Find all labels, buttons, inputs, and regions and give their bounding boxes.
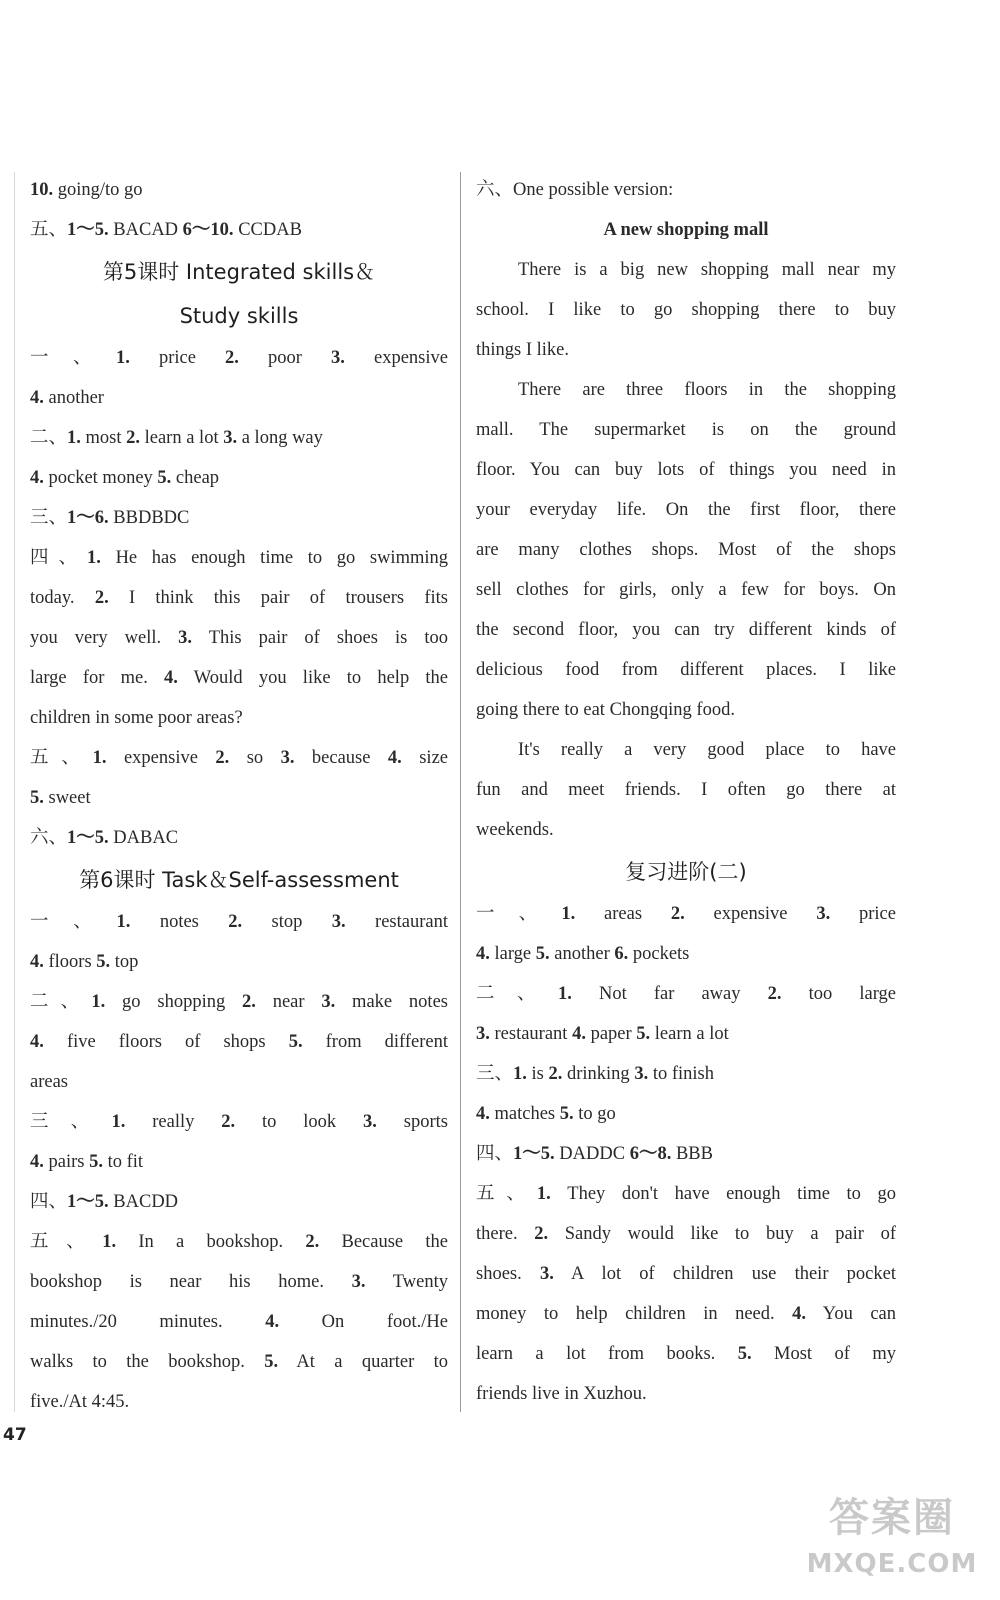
- question-number: 1.: [561, 904, 576, 924]
- watermark-logo: [802, 1488, 982, 1593]
- answer-text: BACAD: [108, 220, 183, 240]
- answer-text: bookshop is near his home.: [30, 1272, 352, 1292]
- question-number: 3.: [331, 348, 345, 368]
- answer-text: 一、: [30, 912, 117, 932]
- question-number: 4.: [30, 388, 44, 408]
- answer-line: [476, 974, 896, 1014]
- answer-text: Would you like to help the: [177, 668, 448, 688]
- question-number: 1～6.: [67, 508, 109, 528]
- answer-text: you very well.: [30, 628, 179, 648]
- answer-text: price: [129, 348, 226, 368]
- answer-line: [30, 1302, 448, 1342]
- question-number: 4.: [30, 468, 44, 488]
- answer-text: 三、: [30, 508, 68, 528]
- answer-line: [30, 1062, 448, 1102]
- answer-text: Most of my: [751, 1344, 896, 1364]
- answer-text: 三、: [476, 1064, 514, 1084]
- answer-line: [476, 1094, 896, 1134]
- answer-text: is: [526, 1064, 549, 1084]
- question-number: 3.: [634, 1064, 649, 1084]
- answer-text: restaurant: [345, 912, 448, 932]
- watermark-logo-text: 答案圈: [829, 1495, 955, 1541]
- answer-text: make notes: [335, 992, 448, 1012]
- answer-text: Sandy would like to buy a pair of: [548, 1224, 896, 1244]
- answer-text: from different: [302, 1032, 448, 1052]
- section-heading: [30, 250, 448, 338]
- answer-text: A new shopping mall: [603, 220, 769, 240]
- answer-text: There is a big new shopping mall near my: [518, 260, 896, 280]
- answer-line: [476, 450, 896, 490]
- answer-line: [30, 1342, 448, 1382]
- answer-text: five floors of shops: [43, 1032, 289, 1052]
- answer-text: mall. The supermarket is on the ground: [476, 420, 896, 440]
- question-number: 6～8.: [629, 1144, 672, 1164]
- question-number: 1.: [111, 1112, 126, 1132]
- page-number: 47: [3, 1425, 27, 1445]
- question-number: 4.: [30, 952, 44, 972]
- answer-text: learn a lot: [650, 1024, 729, 1044]
- question-number: 4.: [387, 748, 402, 768]
- answer-text: sweet: [43, 788, 91, 808]
- section-heading: [476, 850, 896, 894]
- answer-line: [30, 418, 448, 458]
- question-number: 4.: [265, 1312, 280, 1332]
- answer-text: to look: [235, 1112, 364, 1132]
- question-number: 1.: [91, 992, 106, 1012]
- answer-line: [30, 618, 448, 658]
- question-number: 2.: [305, 1232, 320, 1252]
- answer-line: [476, 330, 896, 370]
- answer-text: sell clothes for girls, only a few for boys. On: [476, 580, 896, 600]
- answer-text: stop: [242, 912, 332, 932]
- answer-text: This pair of shoes is too: [192, 628, 448, 648]
- answer-text: 六、: [30, 828, 68, 848]
- question-number: 4.: [792, 1304, 806, 1324]
- answer-text: BBDBDC: [108, 508, 190, 528]
- answer-line: [30, 1142, 448, 1182]
- question-number: 4.: [30, 1032, 44, 1052]
- question-number: 1.: [92, 748, 107, 768]
- answer-text: money to help children in need.: [476, 1304, 793, 1324]
- question-number: 3.: [363, 1112, 377, 1132]
- answer-text: 五、: [476, 1184, 537, 1204]
- answer-line: [476, 570, 896, 610]
- answer-text: 四、: [30, 548, 88, 568]
- answer-line: [30, 982, 448, 1022]
- answer-line: [476, 1294, 896, 1334]
- answer-text: 五、: [30, 748, 93, 768]
- question-number: 1.: [67, 428, 81, 448]
- question-number: 2.: [228, 912, 243, 932]
- question-number: 3.: [178, 628, 193, 648]
- watermark-url: MXQE.COM: [806, 1549, 978, 1579]
- answer-text: Twenty: [365, 1272, 448, 1292]
- question-number: 2.: [548, 1064, 563, 1084]
- question-number: 1.: [87, 548, 101, 568]
- answer-text: children in some poor areas?: [30, 708, 243, 728]
- answer-text: It's really a very good place to have: [518, 740, 896, 760]
- answer-text: are many clothes shops. Most of the shops: [476, 540, 896, 560]
- answer-text: learn a lot from books.: [476, 1344, 738, 1364]
- answer-line: [30, 538, 448, 578]
- answer-line: [476, 490, 896, 530]
- answer-line: [476, 1374, 896, 1414]
- question-number: 1.: [536, 1184, 551, 1204]
- answer-text: cheap: [171, 468, 220, 488]
- answer-line: [476, 410, 896, 450]
- answer-text: You can: [806, 1304, 896, 1324]
- answer-text: 一、: [30, 348, 116, 368]
- answer-text: go shopping: [105, 992, 243, 1012]
- question-number: 2.: [221, 1112, 236, 1132]
- right-column: [476, 170, 896, 1414]
- answer-text: expensive: [106, 748, 216, 768]
- answer-line: [30, 1182, 448, 1222]
- answer-text: large: [489, 944, 536, 964]
- answer-text: delicious food from different places. I like: [476, 660, 896, 680]
- answer-line: [476, 1214, 896, 1254]
- answer-text: Because the: [319, 1232, 448, 1252]
- question-number: 4.: [164, 668, 178, 688]
- answer-text: learn a lot: [140, 428, 224, 448]
- answer-text: pockets: [628, 944, 690, 964]
- answer-text: 六、One possible version:: [476, 180, 674, 200]
- answer-text: school. I like to go shopping there to buy: [476, 300, 896, 320]
- answer-text: 四、: [30, 1192, 68, 1212]
- answer-text: near: [255, 992, 322, 1012]
- answer-text: there.: [476, 1224, 535, 1244]
- answer-line: [476, 690, 896, 730]
- question-number: 5.: [636, 1024, 651, 1044]
- answer-text: pairs: [43, 1152, 90, 1172]
- answer-text: walks to the bookshop.: [30, 1352, 265, 1372]
- question-number: 3.: [816, 904, 831, 924]
- question-number: 3.: [321, 992, 336, 1012]
- question-number: 1～5.: [67, 220, 109, 240]
- section-heading-line: 第6课时 Task＆Self-assessment: [79, 868, 399, 892]
- question-number: 1.: [557, 984, 572, 1004]
- answer-text: another: [43, 388, 104, 408]
- answer-line: [476, 1174, 896, 1214]
- question-number: 2.: [242, 992, 256, 1012]
- margin-line: [14, 172, 15, 1412]
- answer-text: minutes./20 minutes.: [30, 1312, 266, 1332]
- answer-line: [30, 778, 448, 818]
- question-number: 2.: [215, 748, 230, 768]
- answer-line: [476, 894, 896, 934]
- answer-text: paper: [585, 1024, 637, 1044]
- passage-title: [476, 210, 896, 250]
- answer-text: a long way: [237, 428, 323, 448]
- section-heading-line: 复习进阶(二): [625, 860, 747, 884]
- answer-text: CCDAB: [233, 220, 302, 240]
- question-number: 5.: [96, 952, 111, 972]
- question-number: 3.: [351, 1272, 366, 1292]
- answer-text: to finish: [648, 1064, 714, 1084]
- answer-text: BBB: [671, 1144, 713, 1164]
- answer-text: friends live in Xuzhou.: [476, 1384, 647, 1404]
- answer-text: things I like.: [476, 340, 570, 360]
- answer-line: [476, 934, 896, 974]
- answer-text: pocket money: [43, 468, 158, 488]
- answer-line: [30, 942, 448, 982]
- question-number: 2.: [534, 1224, 549, 1244]
- answer-text: 四、: [476, 1144, 514, 1164]
- answer-line: [476, 730, 896, 770]
- answer-text: poor: [238, 348, 332, 368]
- section-heading-line: 第5课时 Integrated skills＆: [102, 260, 376, 284]
- answer-text: too large: [781, 984, 896, 1004]
- question-number: 3.: [280, 748, 295, 768]
- answer-line: [30, 498, 448, 538]
- question-number: 4.: [476, 944, 490, 964]
- question-number: 4.: [30, 1152, 44, 1172]
- answer-text: drinking: [562, 1064, 635, 1084]
- question-number: 1～5.: [513, 1144, 555, 1164]
- answer-line: [30, 1022, 448, 1062]
- answer-text: 二、: [476, 984, 558, 1004]
- answer-line: [476, 250, 896, 290]
- answer-text: 三、: [30, 1112, 112, 1132]
- answer-text: I think this pair of trousers fits: [108, 588, 448, 608]
- answer-text: 一、: [476, 904, 562, 924]
- answer-text: restaurant: [489, 1024, 573, 1044]
- question-number: 2.: [126, 428, 140, 448]
- answer-line: [30, 902, 448, 942]
- answer-text: Not far away: [571, 984, 768, 1004]
- question-number: 5.: [89, 1152, 103, 1172]
- answer-line: [476, 770, 896, 810]
- answer-text: so: [229, 748, 281, 768]
- answer-line: [30, 1102, 448, 1142]
- question-number: 4.: [476, 1104, 490, 1124]
- answer-text: DABAC: [108, 828, 179, 848]
- question-number: 1.: [513, 1064, 527, 1084]
- answer-text: because: [294, 748, 388, 768]
- section-heading: [30, 858, 448, 902]
- answer-line: [476, 370, 896, 410]
- question-number: 2.: [94, 588, 109, 608]
- answer-text: A lot of children use their pocket: [553, 1264, 896, 1284]
- answer-text: BACDD: [108, 1192, 179, 1212]
- question-number: 2.: [767, 984, 782, 1004]
- answer-line: [30, 210, 448, 250]
- answer-text: another: [549, 944, 615, 964]
- question-number: 10.: [30, 180, 54, 200]
- answer-line: [476, 1134, 896, 1174]
- question-number: 5.: [30, 788, 44, 808]
- answer-text: top: [110, 952, 139, 972]
- answer-text: price: [830, 904, 896, 924]
- column-divider: [460, 172, 461, 1412]
- left-column: [30, 170, 448, 1422]
- answer-text: DADDC: [554, 1144, 630, 1164]
- answer-line: [30, 738, 448, 778]
- question-number: 5.: [559, 1104, 574, 1124]
- question-number: 3.: [539, 1264, 554, 1284]
- question-number: 2.: [225, 348, 239, 368]
- answer-text: In a bookshop.: [116, 1232, 306, 1252]
- answer-text: to go: [573, 1104, 616, 1124]
- answer-text: 五、: [30, 220, 68, 240]
- answer-text: the second floor, you can try different kinds of: [476, 620, 896, 640]
- answer-text: fun and meet friends. I often go there at: [476, 780, 896, 800]
- answer-line: [30, 1222, 448, 1262]
- answer-text: large for me.: [30, 668, 165, 688]
- answer-text: shoes.: [476, 1264, 540, 1284]
- answer-line: [476, 290, 896, 330]
- answer-line: [30, 1382, 448, 1422]
- answer-line: [30, 378, 448, 418]
- answer-text: notes: [130, 912, 229, 932]
- answer-text: going there to eat Chongqing food.: [476, 700, 735, 720]
- question-number: 3.: [223, 428, 238, 448]
- question-number: 3.: [331, 912, 346, 932]
- question-number: 5.: [737, 1344, 752, 1364]
- answer-text: weekends.: [476, 820, 554, 840]
- answer-line: [30, 818, 448, 858]
- answer-line: [30, 658, 448, 698]
- answer-line: [476, 530, 896, 570]
- answer-text: your everyday life. On the first floor, there: [476, 500, 896, 520]
- answer-line: [476, 1254, 896, 1294]
- question-number: 1.: [102, 1232, 117, 1252]
- answer-line: [30, 458, 448, 498]
- answer-line: [476, 170, 896, 210]
- answer-text: He has enough time to go swimming: [100, 548, 448, 568]
- answer-line: [30, 1262, 448, 1302]
- answer-text: expensive: [684, 904, 817, 924]
- question-number: 5.: [264, 1352, 279, 1372]
- answer-line: [30, 578, 448, 618]
- answer-text: 二、: [30, 428, 68, 448]
- answer-text: floor. You can buy lots of things you need in: [476, 460, 896, 480]
- question-number: 4.: [572, 1024, 586, 1044]
- answer-text: five./At 4:45.: [30, 1392, 130, 1412]
- answer-line: [30, 338, 448, 378]
- answer-line: [476, 610, 896, 650]
- question-number: 1.: [115, 348, 130, 368]
- answer-text: expensive: [344, 348, 448, 368]
- question-number: 1.: [116, 912, 131, 932]
- answer-text: going/to go: [53, 180, 143, 200]
- answer-text: to fit: [102, 1152, 144, 1172]
- question-number: 3.: [476, 1024, 490, 1044]
- answer-text: sports: [376, 1112, 448, 1132]
- answer-line: [476, 1334, 896, 1374]
- question-number: 5.: [157, 468, 172, 488]
- question-number: 2.: [670, 904, 685, 924]
- answer-text: most: [80, 428, 127, 448]
- answer-text: size: [401, 748, 448, 768]
- answer-text: areas: [575, 904, 671, 924]
- answer-text: 二、: [30, 992, 92, 1012]
- answer-line: [476, 650, 896, 690]
- question-number: 1～5.: [67, 1192, 109, 1212]
- answer-text: matches: [489, 1104, 560, 1124]
- answer-line: [30, 698, 448, 738]
- question-number: 6.: [614, 944, 629, 964]
- answer-text: areas: [30, 1072, 68, 1092]
- question-number: 6～10.: [182, 220, 234, 240]
- answer-text: really: [125, 1112, 222, 1132]
- answer-text: There are three floors in the shopping: [518, 380, 896, 400]
- answer-text: 五、: [30, 1232, 103, 1252]
- answer-text: floors: [43, 952, 97, 972]
- question-number: 5.: [288, 1032, 303, 1052]
- answer-text: On foot./He: [279, 1312, 448, 1332]
- answer-line: [476, 810, 896, 850]
- answer-text: At a quarter to: [278, 1352, 448, 1372]
- question-number: 1～5.: [67, 828, 109, 848]
- section-heading-line: Study skills: [179, 304, 299, 328]
- question-number: 5.: [535, 944, 550, 964]
- answer-line: [476, 1054, 896, 1094]
- answer-text: They don't have enough time to go: [550, 1184, 896, 1204]
- answer-text: today.: [30, 588, 95, 608]
- answer-line: [30, 170, 448, 210]
- answer-line: [476, 1014, 896, 1054]
